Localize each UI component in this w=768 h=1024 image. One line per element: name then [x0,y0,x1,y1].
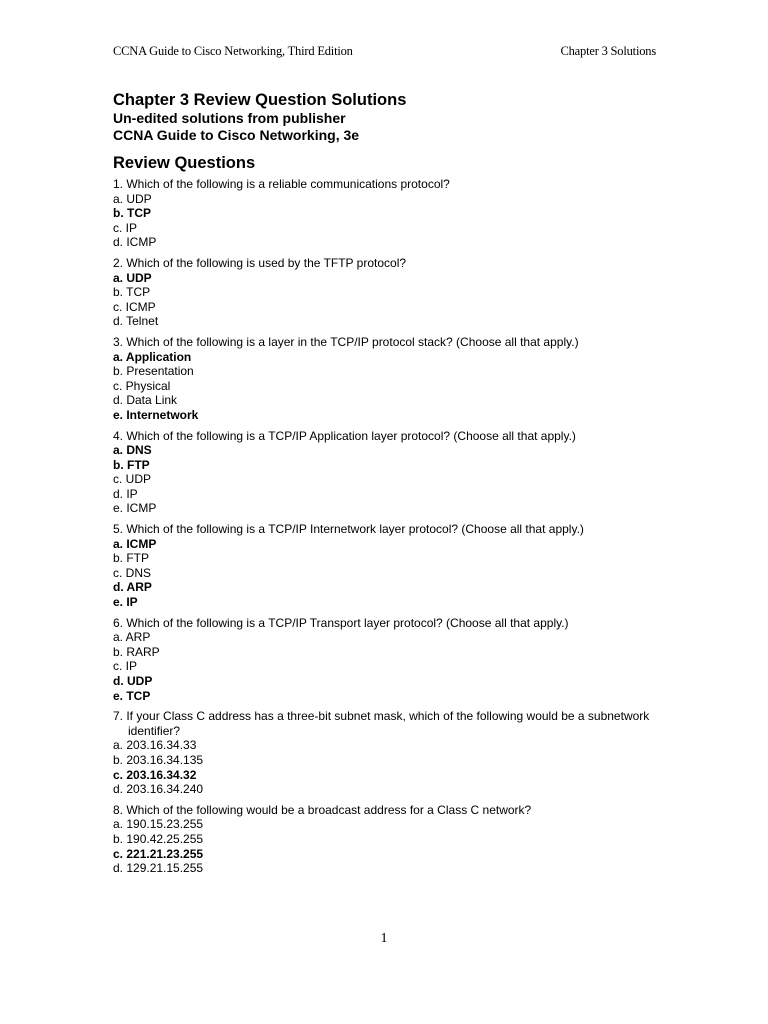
answer-option: d. Telnet [113,314,159,329]
running-header-title: CCNA Guide to Cisco Networking, Third Edition [113,44,353,58]
question-2 [113,256,658,329]
answer-option: d. IP [113,486,138,501]
answer-option-correct: e. TCP [113,688,151,703]
answer-option: b. TCP [113,285,151,300]
question-7 [113,709,658,797]
question-text: 5. Which of the following is a TCP/IP Internetwork layer protocol? (Choose all that apply.) [113,522,584,537]
question-1 [113,177,658,250]
question-text: 2. Which of the following is used by the TFTP protocol? [113,255,407,270]
question-text: 6. Which of the following is a TCP/IP Transport layer protocol? (Choose all that apply.) [113,615,569,630]
answer-option: a. 190.15.23.255 [113,817,204,832]
section-title: Review Questions [113,154,256,172]
answer-option-correct: d. UDP [113,674,153,688]
question-5 [113,522,658,610]
answer-option-correct: e. IP [113,595,138,610]
answer-option-correct: d. ARP [113,580,152,595]
document-body [113,90,658,882]
question-6 [113,616,658,704]
answer-option: c. IP [113,659,138,674]
question-text: 8. Which of the following would be a broadcast address for a Class C network? [113,802,532,817]
answer-option: c. ICMP [113,299,156,314]
question-8 [113,803,658,876]
answer-option: b. Presentation [113,364,194,379]
answer-option: c. Physical [113,378,171,393]
document-subtitle-book: CCNA Guide to Cisco Networking, 3e [113,127,360,143]
question-4 [113,429,658,517]
question-text: 4. Which of the following is a TCP/IP Application layer protocol? (Choose all that apply.) [113,428,576,443]
answer-option-correct: a. UDP [113,270,152,285]
answer-option: b. 190.42.25.255 [113,831,204,846]
answer-option-correct: c. 221.21.23.255 [113,846,204,861]
answer-option: d. 129.21.15.255 [113,861,204,876]
answer-option-correct: c. 203.16.34.32 [113,767,197,782]
answer-option: d. 203.16.34.240 [113,782,204,797]
question-3 [113,335,658,423]
answer-option: c. DNS [113,565,152,580]
answer-option-correct: a. DNS [113,443,152,458]
question-text: 7. If your Class C address has a three-bit subnet mask, which of the following would be a subnetwork identifier? [113,709,650,738]
answer-option: a. ARP [113,630,151,645]
answer-option: d. Data Link [113,393,178,408]
answer-option: e. ICMP [113,501,157,516]
answer-option: d. ICMP [113,235,157,250]
document-subtitle-publisher: Un-edited solutions from publisher [113,110,346,126]
answer-option: c. IP [113,220,138,235]
answer-option: b. FTP [113,551,150,566]
question-text: 3. Which of the following is a layer in the TCP/IP protocol stack? (Choose all that apply.) [113,334,579,349]
question-text: 1. Which of the following is a reliable communications protocol? [113,177,450,191]
answer-option: b. RARP [113,644,160,659]
answer-option-correct: a. Application [113,349,192,364]
document-title: Chapter 3 Review Question Solutions [113,91,407,109]
running-header-chapter: Chapter 3 Solutions [560,44,656,58]
answer-option: a. 203.16.34.33 [113,738,197,753]
page-number: 1 [380,931,388,946]
answer-option-correct: e. Internetwork [113,407,199,422]
answer-option-correct: b. TCP [113,206,151,221]
question-list [113,177,658,876]
answer-option-correct: a. ICMP [113,536,157,551]
answer-option-correct: b. FTP [113,457,150,472]
answer-option: b. 203.16.34.135 [113,752,204,767]
answer-option: a. UDP [113,191,152,206]
answer-option: c. UDP [113,472,152,487]
